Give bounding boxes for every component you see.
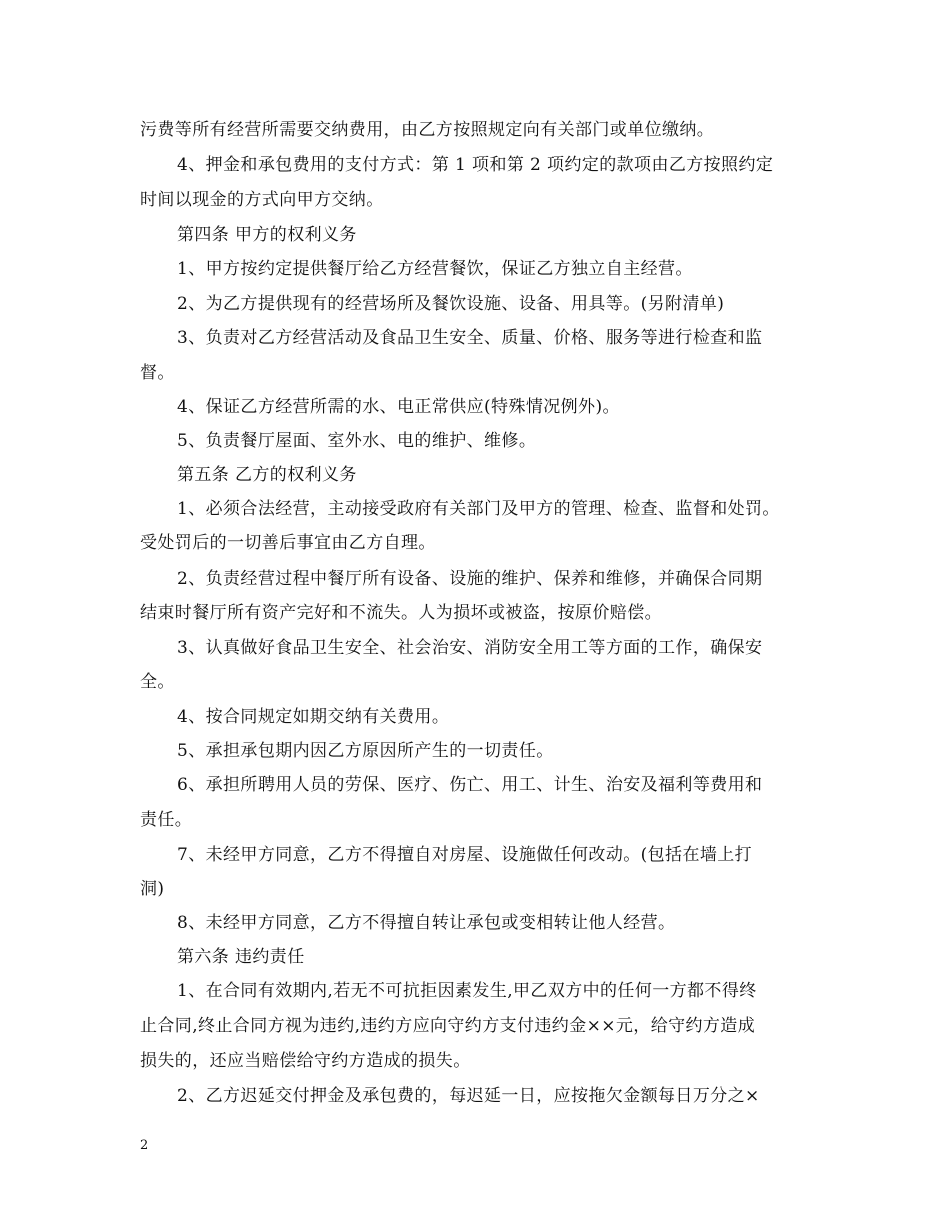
- section-heading: 第六条 违约责任: [177, 947, 305, 967]
- text-line: 5、负责餐厅屋面、室外水、电的维护、维修。: [177, 431, 537, 451]
- text-line: 2、负责经营过程中餐厅所有设备、设施的维护、保养和维修，并确保合同期: [177, 569, 763, 589]
- text-line: 7、未经甲方同意，乙方不得擅自对房屋、设施做任何改动。(包括在墙上打: [177, 845, 753, 865]
- text-line: 督。: [140, 363, 175, 383]
- text-line: 1、在合同有效期内,若无不可抗拒因素发生,甲乙双方中的任何一方都不得终: [177, 981, 757, 1001]
- text-line: 洞): [140, 879, 165, 899]
- text-line: 责任。: [140, 810, 193, 830]
- text-line: 3、认真做好食品卫生安全、社会治安、消防安全用工等方面的工作，确保安: [177, 638, 763, 658]
- text-line: 止合同,终止合同方视为违约,违约方应向守约方支付违约金××元，给守约方造成: [140, 1016, 756, 1036]
- text-line: 4、押金和承包费用的支付方式：第 1 项和第 2 项约定的款项由乙方按照约定: [177, 155, 774, 175]
- text-line: 4、保证乙方经营所需的水、电正常供应(特殊情况例外)。: [177, 397, 620, 417]
- text-line: 3、负责对乙方经营活动及食品卫生安全、质量、价格、服务等进行检查和监: [177, 328, 763, 348]
- text-line: 时间以现金的方式向甲方交纳。: [140, 190, 384, 210]
- page-number: 2: [140, 1138, 149, 1153]
- text-line: 4、按合同规定如期交纳有关费用。: [177, 707, 450, 727]
- text-line: 2、为乙方提供现有的经营场所及餐饮设施、设备、用具等。(另附清单): [177, 294, 725, 314]
- section-heading: 第四条 甲方的权利义务: [177, 225, 357, 245]
- text-line: 全。: [140, 672, 175, 692]
- text-line: 1、必须合法经营，主动接受政府有关部门及甲方的管理、检查、监督和处罚。: [177, 499, 780, 519]
- text-line: 污费等所有经营所需要交纳费用，由乙方按照规定向有关部门或单位缴纳。: [140, 120, 715, 140]
- text-line: 受处罚后的一切善后事宜由乙方自理。: [140, 533, 436, 553]
- text-line: 6、承担所聘用人员的劳保、医疗、伤亡、用工、计生、治安及福利等费用和: [177, 775, 763, 795]
- text-line: 损失的，还应当赔偿给守约方造成的损失。: [140, 1051, 471, 1071]
- text-line: 1、甲方按约定提供餐厅给乙方经营餐饮，保证乙方独立自主经营。: [177, 259, 693, 279]
- text-line: 8、未经甲方同意，乙方不得擅自转让承包或变相转让他人经营。: [177, 913, 676, 933]
- text-line: 2、乙方迟延交付押金及承包费的，每迟延一日，应按拖欠金额每日万分之×: [177, 1086, 760, 1106]
- section-heading: 第五条 乙方的权利义务: [177, 465, 357, 485]
- text-line: 5、承担承包期内因乙方原因所产生的一切责任。: [177, 741, 554, 761]
- text-line: 结束时餐厅所有资产完好和不流失。人为损坏或被盗，按原价赔偿。: [140, 603, 662, 623]
